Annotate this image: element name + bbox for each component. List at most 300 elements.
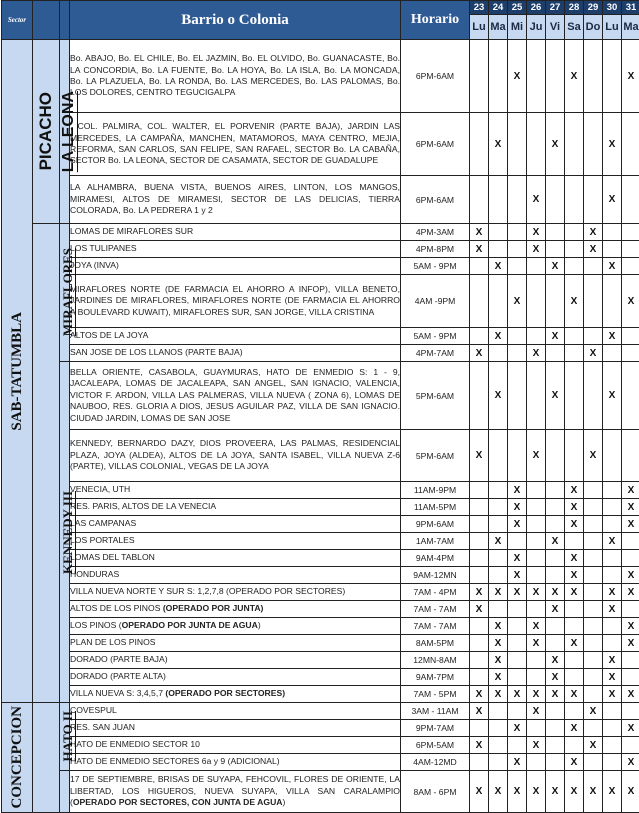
service-mark: X: [546, 601, 565, 618]
subzone-label: MIRAFLORES: [60, 248, 76, 336]
barrio-cell: [70, 652, 401, 669]
empty-day-cell: [546, 176, 565, 224]
horario-cell: 5PM-6AM: [401, 430, 470, 482]
subzone-label: HATO II: [60, 711, 76, 761]
service-mark: X: [489, 686, 508, 703]
empty-day-cell: [489, 241, 508, 258]
service-mark: X: [508, 550, 527, 567]
service-mark: X: [527, 618, 546, 635]
barrio-cell: [70, 516, 401, 533]
empty-day-cell: [603, 224, 622, 241]
service-mark: X: [565, 635, 584, 652]
service-mark: X: [508, 516, 527, 533]
service-mark: X: [603, 771, 622, 813]
empty-day-cell: [584, 635, 603, 652]
empty-day-cell: [508, 345, 527, 362]
service-mark: X: [622, 275, 639, 328]
empty-day-cell: [565, 703, 584, 720]
empty-day-cell: [622, 737, 639, 754]
service-mark: X: [584, 771, 603, 813]
empty-day-cell: [508, 113, 527, 176]
empty-day-cell: [508, 224, 527, 241]
subzone-label: LA LEONA: [60, 91, 78, 172]
service-mark: X: [565, 550, 584, 567]
service-mark: X: [546, 771, 565, 813]
service-mark: X: [603, 584, 622, 601]
table-row: [2, 516, 639, 533]
service-mark: X: [546, 669, 565, 686]
service-mark: X: [489, 584, 508, 601]
service-mark: X: [584, 345, 603, 362]
zone-header: [33, 1, 60, 40]
barrio-text: PLAN DE LOS PINOS: [70, 637, 156, 647]
empty-day-cell: [584, 669, 603, 686]
service-mark: X: [546, 686, 565, 703]
table-row: [2, 328, 639, 345]
empty-day-cell: [508, 635, 527, 652]
empty-day-cell: [508, 176, 527, 224]
service-mark: X: [470, 241, 489, 258]
horario-cell: 6PM-6AM: [401, 113, 470, 176]
service-mark: X: [603, 328, 622, 345]
empty-day-cell: [470, 652, 489, 669]
empty-day-cell: [584, 258, 603, 275]
barrio-text: DORADO (PARTE ALTA): [70, 671, 166, 681]
service-mark: X: [508, 567, 527, 584]
empty-day-cell: [622, 345, 639, 362]
barrio-cell: [70, 482, 401, 499]
service-mark: X: [603, 669, 622, 686]
empty-day-cell: [584, 652, 603, 669]
empty-day-cell: [546, 754, 565, 771]
sector-label: CONCEPCION: [9, 706, 26, 809]
empty-day-cell: [584, 720, 603, 737]
service-mark: X: [527, 703, 546, 720]
empty-day-cell: [622, 669, 639, 686]
empty-day-cell: [489, 703, 508, 720]
horario-cell: 7AM - 7AM: [401, 618, 470, 635]
service-mark: X: [622, 482, 639, 499]
service-mark: X: [565, 482, 584, 499]
empty-day-cell: [622, 652, 639, 669]
barrio-text: VILLA NUEVA S: 3,4,5,7: [70, 688, 165, 698]
empty-day-cell: [622, 362, 639, 430]
barrio-cell: [70, 771, 401, 813]
empty-day-cell: [546, 567, 565, 584]
service-mark: X: [546, 652, 565, 669]
empty-day-cell: [470, 720, 489, 737]
service-mark: X: [527, 241, 546, 258]
day-name: Ju: [527, 15, 546, 40]
empty-day-cell: [584, 754, 603, 771]
empty-day-cell: [603, 567, 622, 584]
table-row: [2, 482, 639, 499]
empty-day-cell: [508, 430, 527, 482]
day-name: Lu: [603, 15, 622, 40]
barrio-text: JOYA (INVA): [70, 260, 119, 270]
horario-cell: 5PM-6AM: [401, 362, 470, 430]
service-mark: X: [603, 601, 622, 618]
empty-day-cell: [622, 430, 639, 482]
empty-day-cell: [470, 113, 489, 176]
barrio-text: , COL. PALMIRA, COL. WALTER, EL PORVENIR (PARTE BAJA), JARDIN LAS MERCEDES, LA CAMPAÑA, MANCHEN, MATAMOROS, MAYA CENTRO, MEJIA, REFORMA, SAN CARLOS, SAN FELIPE, SAN RAFAEL, SECTOR Bo. LA CABAÑA, SECTOR Bo. LA LEONA, SECTOR DE CASAMATA, SECTOR DE GUADALUPE: [70, 121, 400, 165]
service-mark: X: [603, 258, 622, 275]
empty-day-cell: [470, 516, 489, 533]
empty-day-cell: [508, 703, 527, 720]
barrio-text: HATO DE ENMEDIO SECTORES 6a y 9 (ADICIONAL): [70, 756, 280, 766]
service-mark: X: [527, 345, 546, 362]
service-mark: X: [527, 584, 546, 601]
empty-day-cell: [565, 241, 584, 258]
empty-day-cell: [565, 669, 584, 686]
barrio-cell: [70, 567, 401, 584]
service-mark: X: [489, 113, 508, 176]
empty-day-cell: [584, 482, 603, 499]
barrio-cell: [70, 618, 401, 635]
day-number: 24: [489, 1, 508, 15]
barrio-text: RES. PARIS, ALTOS DE LA VENECIA: [70, 501, 216, 511]
horario-cell: 4PM-3AM: [401, 224, 470, 241]
service-mark: X: [489, 771, 508, 813]
barrio-cell: [70, 40, 401, 113]
empty-day-cell: [527, 482, 546, 499]
horario-cell: 8AM - 6PM: [401, 771, 470, 813]
empty-day-cell: [603, 275, 622, 328]
barrio-text-end: ): [283, 797, 286, 807]
empty-day-cell: [603, 40, 622, 113]
barrio-cell: [70, 533, 401, 550]
table-row: [2, 720, 639, 737]
subzone-label-cell: [60, 771, 70, 813]
barrio-text: LOMAS DE MIRAFLORES SUR: [70, 226, 193, 236]
empty-day-cell: [470, 258, 489, 275]
empty-day-cell: [508, 652, 527, 669]
barrio-text: COVESPUL: [70, 705, 117, 715]
subzone-label-cell: [60, 703, 70, 771]
service-mark: X: [603, 113, 622, 176]
horario-cell: 11AM-5PM: [401, 499, 470, 516]
empty-day-cell: [584, 362, 603, 430]
empty-day-cell: [565, 176, 584, 224]
empty-day-cell: [584, 275, 603, 328]
barrio-text: RES. SAN JUAN: [70, 722, 135, 732]
day-name: Mi: [508, 15, 527, 40]
empty-day-cell: [622, 241, 639, 258]
barrio-cell: [70, 430, 401, 482]
empty-day-cell: [470, 567, 489, 584]
barrio-text: LAS CAMPANAS: [70, 518, 136, 528]
empty-day-cell: [489, 720, 508, 737]
service-mark: X: [565, 499, 584, 516]
service-mark: X: [622, 584, 639, 601]
service-mark: X: [489, 652, 508, 669]
empty-day-cell: [470, 275, 489, 328]
empty-day-cell: [546, 345, 565, 362]
service-mark: X: [603, 362, 622, 430]
day-number: 23: [470, 1, 489, 15]
barrio-cell: [70, 362, 401, 430]
barrio-cell: [70, 113, 401, 176]
empty-day-cell: [508, 601, 527, 618]
service-mark: X: [546, 258, 565, 275]
subzone-label-cell: [60, 224, 70, 362]
day-number: 31: [622, 1, 639, 15]
barrio-cell: [70, 241, 401, 258]
empty-day-cell: [584, 533, 603, 550]
empty-day-cell: [527, 652, 546, 669]
table-row: [2, 499, 639, 516]
empty-day-cell: [565, 362, 584, 430]
barrio-text: MIRAFLORES NORTE (DE FARMACIA EL AHORRO A INFOP), VILLA BENETO, JARDINES DE MIRAFLORES, MIRAFLORES NORTE (DE FARMACIA EL AHORRO A BOULEVARD KUWAIT), MIRAFLORES SUR, SAN JORGE, VILLA CRISTINA: [70, 284, 400, 317]
zone-label-cell: [33, 40, 60, 224]
empty-day-cell: [470, 176, 489, 224]
empty-day-cell: [584, 601, 603, 618]
service-mark: X: [508, 771, 527, 813]
barrio-cell: [70, 669, 401, 686]
empty-day-cell: [546, 703, 565, 720]
empty-day-cell: [565, 737, 584, 754]
subzone-label-cell: [60, 362, 70, 703]
horario-cell: 11AM-9PM: [401, 482, 470, 499]
horario-cell: 9AM-12MN: [401, 567, 470, 584]
table-row: [2, 669, 639, 686]
service-mark: X: [489, 258, 508, 275]
horario-cell: 4PM-8PM: [401, 241, 470, 258]
day-name: Sa: [565, 15, 584, 40]
empty-day-cell: [489, 516, 508, 533]
service-mark: X: [584, 737, 603, 754]
horario-cell: 9AM-7PM: [401, 669, 470, 686]
table-row: [2, 113, 639, 176]
table-row: [2, 703, 639, 720]
horario-cell: 8AM-5PM: [401, 635, 470, 652]
empty-day-cell: [603, 499, 622, 516]
table-row: [2, 737, 639, 754]
empty-day-cell: [584, 686, 603, 703]
empty-day-cell: [527, 362, 546, 430]
barrio-text: HATO DE ENMEDIO SECTOR 10: [70, 739, 200, 749]
table-row: [2, 345, 639, 362]
empty-day-cell: [489, 754, 508, 771]
service-mark: X: [489, 635, 508, 652]
table-row: [2, 430, 639, 482]
empty-day-cell: [489, 550, 508, 567]
service-mark: X: [603, 686, 622, 703]
day-name: Do: [584, 15, 603, 40]
empty-day-cell: [527, 754, 546, 771]
empty-day-cell: [584, 176, 603, 224]
sector-label-cell: [2, 703, 33, 813]
day-name: Ma: [622, 15, 639, 40]
empty-day-cell: [584, 113, 603, 176]
barrio-header: Barrio o Colonia: [70, 1, 401, 40]
barrio-text: LOS PINOS (: [70, 620, 122, 630]
empty-day-cell: [527, 567, 546, 584]
barrio-text: ALTOS DE LA JOYA: [70, 330, 148, 340]
service-mark: X: [470, 584, 489, 601]
day-name: Vi: [546, 15, 565, 40]
empty-day-cell: [508, 669, 527, 686]
horario-cell: 9PM-7AM: [401, 720, 470, 737]
barrio-cell: [70, 601, 401, 618]
water-schedule-table: [1, 0, 639, 813]
empty-day-cell: [565, 533, 584, 550]
empty-day-cell: [603, 635, 622, 652]
service-mark: X: [622, 771, 639, 813]
barrio-text: VENECIA, UTH: [70, 484, 130, 494]
horario-cell: 6PM-6AM: [401, 40, 470, 113]
empty-day-cell: [603, 430, 622, 482]
service-mark: X: [508, 40, 527, 113]
empty-day-cell: [622, 258, 639, 275]
empty-day-cell: [603, 754, 622, 771]
empty-day-cell: [584, 516, 603, 533]
empty-day-cell: [470, 40, 489, 113]
empty-day-cell: [489, 737, 508, 754]
empty-day-cell: [527, 550, 546, 567]
empty-day-cell: [622, 224, 639, 241]
table-header: [2, 1, 639, 40]
empty-day-cell: [584, 40, 603, 113]
empty-day-cell: [489, 482, 508, 499]
empty-day-cell: [565, 258, 584, 275]
empty-day-cell: [584, 584, 603, 601]
empty-day-cell: [527, 601, 546, 618]
day-name: Ma: [489, 15, 508, 40]
horario-cell: 9PM-6AM: [401, 516, 470, 533]
empty-day-cell: [622, 550, 639, 567]
empty-day-cell: [508, 258, 527, 275]
empty-day-cell: [546, 275, 565, 328]
empty-day-cell: [565, 601, 584, 618]
table-row: [2, 241, 639, 258]
service-mark: X: [527, 224, 546, 241]
service-mark: X: [470, 686, 489, 703]
service-mark: X: [508, 720, 527, 737]
horario-cell: 12MN-8AM: [401, 652, 470, 669]
empty-day-cell: [527, 516, 546, 533]
horario-cell: 6PM-6AM: [401, 176, 470, 224]
empty-day-cell: [527, 40, 546, 113]
barrio-text: ALTOS DE LOS PINOS: [70, 603, 163, 613]
horario-cell: 1AM-7AM: [401, 533, 470, 550]
service-mark: X: [470, 601, 489, 618]
service-mark: X: [527, 737, 546, 754]
service-mark: X: [489, 669, 508, 686]
empty-day-cell: [470, 362, 489, 430]
barrio-text: LA ALHAMBRA, BUENA VISTA, BUENOS AIRES, LINTON, LOS MANGOS, MIRAMESI, ALTOS DE MIRAMESI, SECTOR DE LAS DELICIAS, TIERRA COLORADA, Bo. LA PEDRERA 1 y 2: [70, 182, 400, 215]
service-mark: X: [508, 275, 527, 328]
empty-day-cell: [584, 618, 603, 635]
horario-cell: 7AM - 7AM: [401, 601, 470, 618]
barrio-cell: [70, 754, 401, 771]
barrio-cell: [70, 275, 401, 328]
table-row: [2, 362, 639, 430]
zone-label-cell: [33, 224, 60, 703]
empty-day-cell: [546, 635, 565, 652]
empty-day-cell: [489, 601, 508, 618]
empty-day-cell: [546, 224, 565, 241]
service-mark: X: [603, 533, 622, 550]
barrio-text: DORADO (PARTE BAJA): [70, 654, 168, 664]
service-mark: X: [565, 720, 584, 737]
empty-day-cell: [470, 533, 489, 550]
empty-day-cell: [489, 345, 508, 362]
operator-note: (OPERADO POR JUNTA): [163, 603, 264, 613]
service-mark: X: [565, 516, 584, 533]
barrio-text: BELLA ORIENTE, CASABOLA, GUAYMURAS, HATO DE ENMEDIO S: 1 - 9, JACALEAPA, LOMAS DE JACALEAPA, SAN ANGEL, SAN IGNACIO, VALENCIA, VICTOR F. ARDON, VILLA LAS PALMERAS, VILLA NUEVA ( ZONA 6), LOMAS DE NAUBOO, RES. GLORIA A DIOS, JESUS AGUILAR PAZ, VILLA DE SAN IGNACIO. CIUDAD JARDIN, LOMAS DE SAN JOSE: [70, 367, 400, 423]
empty-day-cell: [527, 328, 546, 345]
service-mark: X: [508, 482, 527, 499]
service-mark: X: [527, 686, 546, 703]
service-mark: X: [622, 686, 639, 703]
service-mark: X: [489, 618, 508, 635]
operator-note: OPERADO POR SECTORES, CON JUNTA DE AGUA: [73, 797, 283, 807]
empty-day-cell: [584, 328, 603, 345]
empty-day-cell: [527, 533, 546, 550]
empty-day-cell: [603, 241, 622, 258]
table-row: [2, 584, 639, 601]
barrio-text: KENNEDY, BERNARDO DAZY, DIOS PROVEERA, LAS PALMAS, RESIDENCIAL PLAZA, JOYA (ALDEA), ALTOS DE LA JOYA, SANTA ISABEL, VILLA NUEVA Z-6 (PARTE), VILLAS COLONIAL, VEGAS DE LA JOYA: [70, 438, 400, 471]
horario-header: Horario: [401, 1, 470, 40]
barrio-cell: [70, 686, 401, 703]
empty-day-cell: [584, 550, 603, 567]
empty-day-cell: [565, 224, 584, 241]
service-mark: X: [603, 176, 622, 224]
barrio-cell: [70, 345, 401, 362]
schedule-document: [1, 0, 635, 813]
horario-cell: 3AM - 11AM: [401, 703, 470, 720]
barrio-cell: [70, 737, 401, 754]
service-mark: X: [470, 430, 489, 482]
barrio-cell: [70, 328, 401, 345]
zone-label-cell: [33, 703, 60, 813]
barrio-text-end: ): [258, 620, 261, 630]
empty-day-cell: [622, 533, 639, 550]
service-mark: X: [527, 771, 546, 813]
empty-day-cell: [546, 430, 565, 482]
empty-day-cell: [489, 40, 508, 113]
empty-day-cell: [508, 737, 527, 754]
service-mark: X: [622, 567, 639, 584]
horario-cell: 7AM - 4PM: [401, 584, 470, 601]
empty-day-cell: [584, 499, 603, 516]
day-number: 28: [565, 1, 584, 15]
empty-day-cell: [489, 430, 508, 482]
service-mark: X: [470, 345, 489, 362]
service-mark: X: [622, 40, 639, 113]
empty-day-cell: [546, 720, 565, 737]
service-mark: X: [489, 362, 508, 430]
barrio-text: Bo. ABAJO, Bo. EL CHILE, Bo. EL JAZMIN, Bo. EL OLVIDO, Bo. GUANACASTE, Bo. LA CONCORDIA, Bo. LA FUENTE, Bo. LA HOYA, Bo. LA ISLA, Bo. LA MONCADA, Bo. LA PLAZUELA, Bo. LA RONDA, Bo. LAS MERCEDES, Bo. LAS PALOMAS, Bo. LOS DOLORES, CENTRO TEGUCIGALPA: [70, 53, 400, 97]
service-mark: X: [565, 686, 584, 703]
service-mark: X: [470, 771, 489, 813]
empty-day-cell: [546, 516, 565, 533]
service-mark: X: [470, 224, 489, 241]
empty-day-cell: [489, 176, 508, 224]
service-mark: X: [622, 720, 639, 737]
service-mark: X: [546, 328, 565, 345]
table-row: [2, 275, 639, 328]
empty-day-cell: [565, 328, 584, 345]
service-mark: X: [565, 275, 584, 328]
service-mark: X: [527, 430, 546, 482]
service-mark: X: [489, 328, 508, 345]
table-row: [2, 601, 639, 618]
horario-cell: 5AM - 9PM: [401, 328, 470, 345]
service-mark: X: [546, 533, 565, 550]
service-mark: X: [527, 635, 546, 652]
